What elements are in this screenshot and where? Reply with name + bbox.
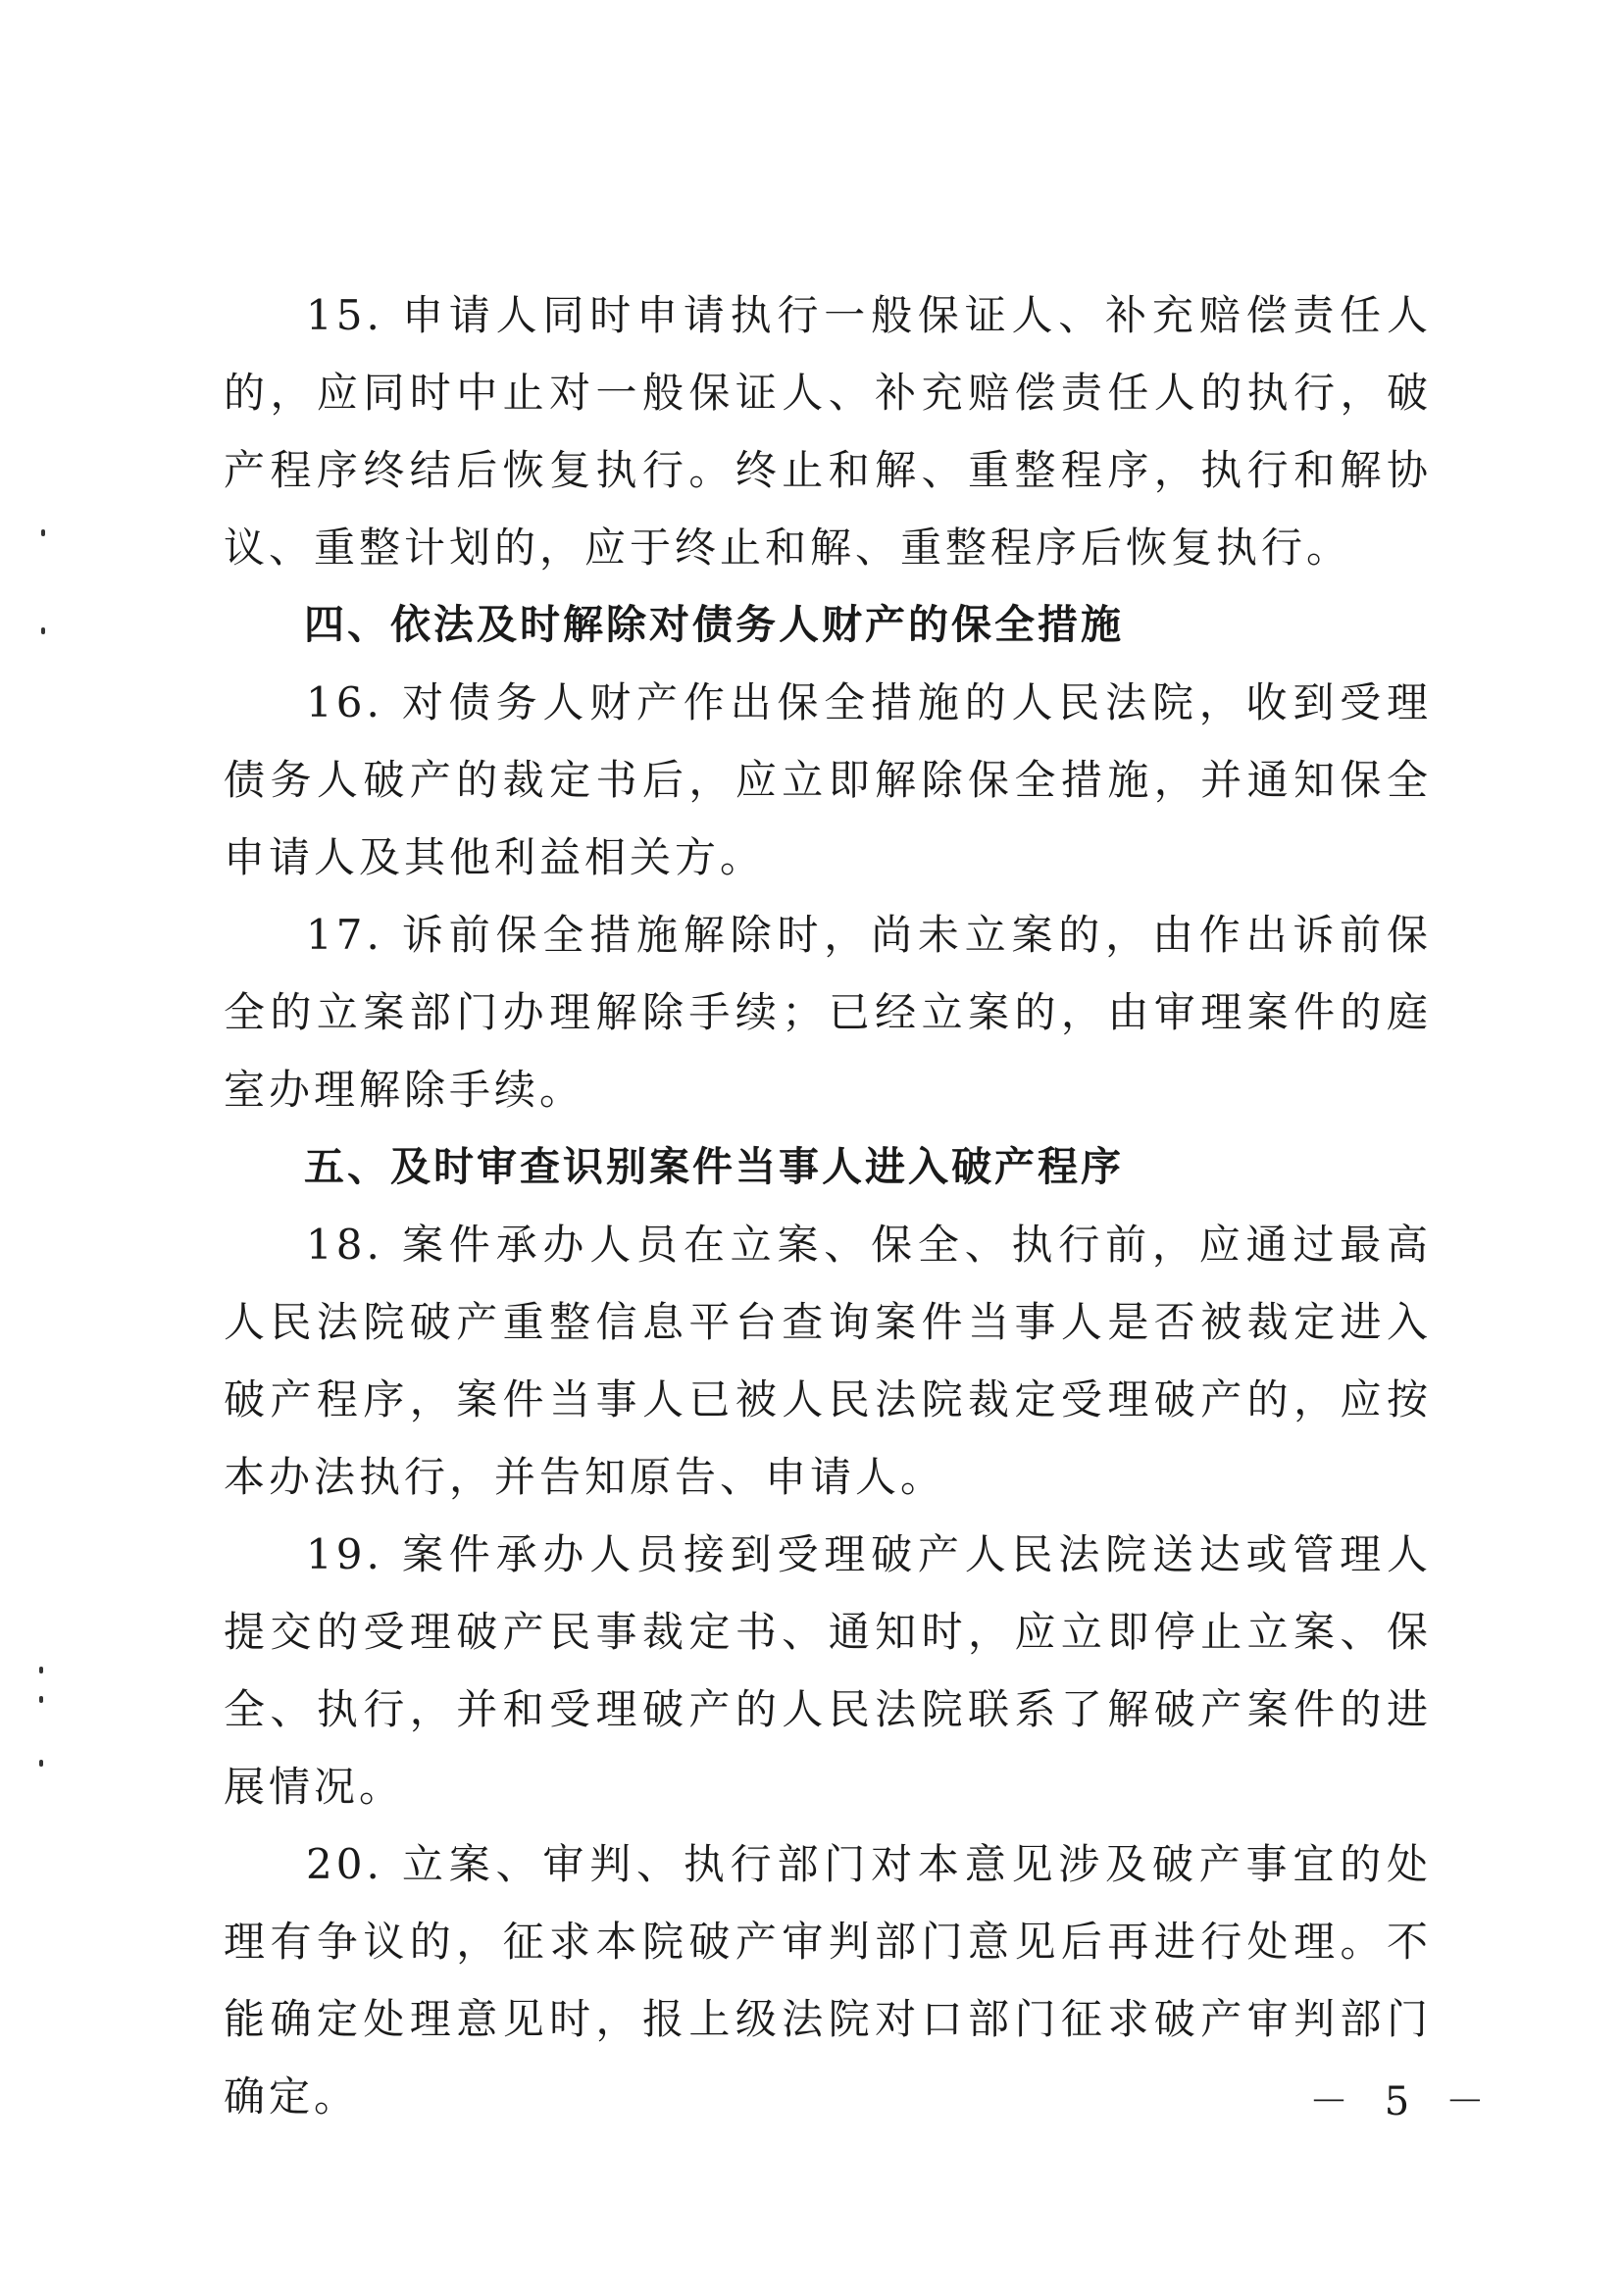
document-body <box>224 276 1432 2135</box>
paragraph-20: 20. 立案、审判、执行部门对本意见涉及破产事宜的处理有争议的，征求本院破产审判部门意见后再进行处理。不能确定处理意见时，报上级法院对口部门征求破产审判部门确定。 <box>224 1840 1432 2121</box>
scan-mark <box>39 1667 43 1673</box>
scan-mark <box>41 529 45 536</box>
paragraph-15: 15. 申请人同时申请执行一般保证人、补充赔偿责任人的，应同时中止对一般保证人、补充赔偿责任人的执行，破产程序终结后恢复执行。终止和解、重整程序，执行和解协议、重整计划的，应于终止和解、重整程序后恢复执行。 <box>224 291 1432 572</box>
scan-mark <box>39 1760 43 1767</box>
paragraph-19: 19. 案件承办人员接到受理破产人民法院送达或管理人提交的受理破产民事裁定书、通知时，应立即停止立案、保全、执行，并和受理破产的人民法院联系了解破产案件的进展情况。 <box>224 1530 1432 1811</box>
scan-mark <box>41 627 45 634</box>
scan-mark <box>39 1696 43 1703</box>
section-heading-4: 四、依法及时解除对债务人财产的保全措施 <box>304 601 1124 648</box>
paragraph-18: 18. 案件承办人员在立案、保全、执行前，应通过最高人民法院破产重整信息平台查询案件当事人是否被裁定进入破产程序，案件当事人已被人民法院裁定受理破产的，应按本办法执行，并告知原告、申请人。 <box>224 1221 1432 1501</box>
paragraph-16: 16. 对债务人财产作出保全措施的人民法院，收到受理债务人破产的裁定书后，应立即解除保全措施，并通知保全申请人及其他利益相关方。 <box>224 678 1432 881</box>
paragraph-17: 17. 诉前保全措施解除时，尚未立案的，由作出诉前保全的立案部门办理解除手续；已经立案的，由审理案件的庭室办理解除手续。 <box>224 911 1432 1114</box>
section-heading-5: 五、及时审查识别案件当事人进入破产程序 <box>304 1143 1124 1190</box>
page-number: － 5 － <box>1309 2079 1496 2124</box>
